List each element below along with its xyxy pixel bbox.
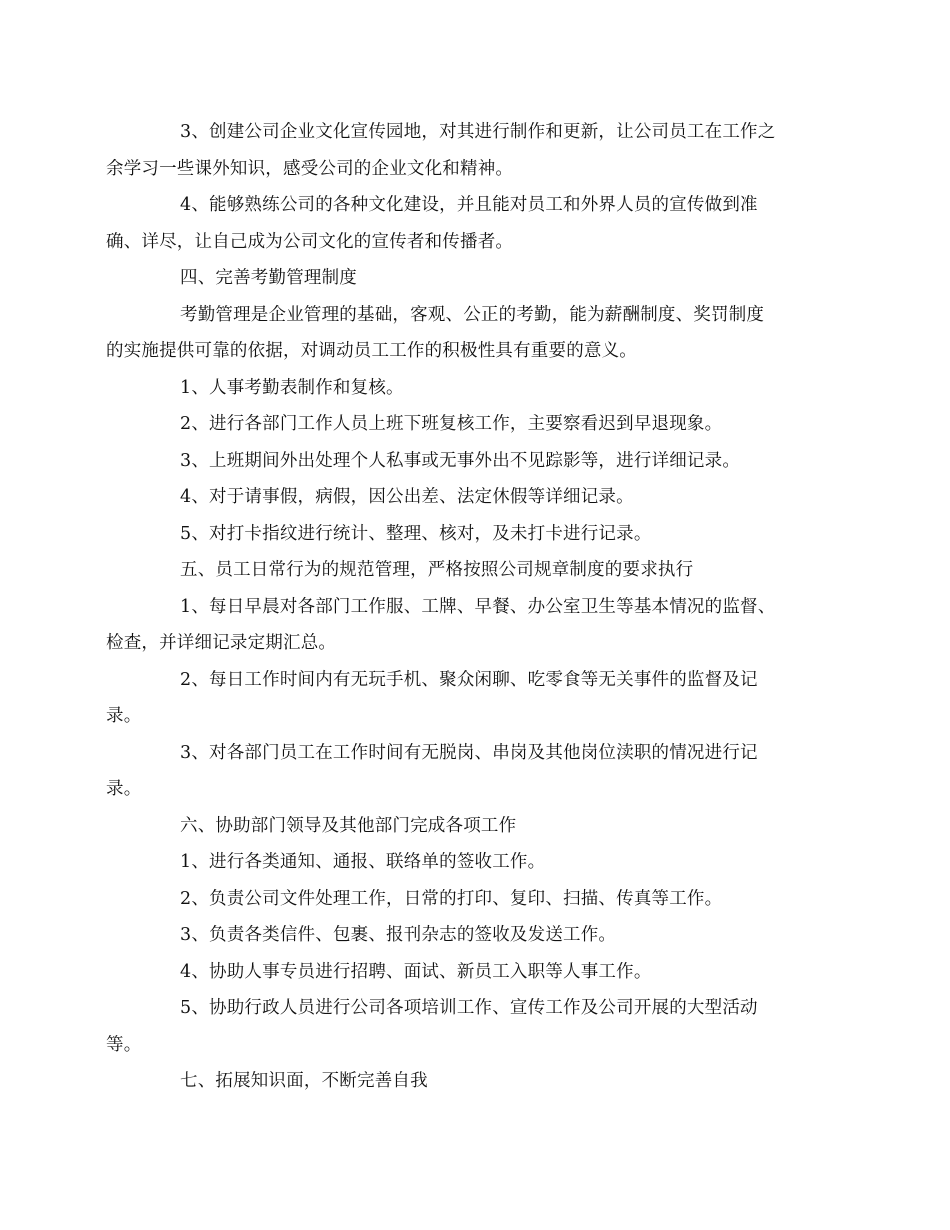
paragraph-line: 六、协助部门领导及其他部门完成各项工作 [180, 815, 517, 836]
paragraph [143, 917, 793, 954]
paragraph-line: 等。 [106, 1034, 142, 1055]
paragraph-line: 七、拓展知识面，不断完善自我 [180, 1071, 428, 1091]
paragraph-line: 3、创建公司企业文化宣传园地，对其进行制作和更新，让公司员工在工作之 [180, 122, 776, 142]
paragraph-line: 五、员工日常行为的规范管理，严格按照公司规章制度的要求执行 [180, 560, 694, 580]
paragraph [143, 808, 793, 845]
paragraph [106, 589, 793, 662]
paragraph-line: 3、上班期间外出处理个人私事或无事外出不见踪影等，进行详细记录。 [180, 450, 741, 471]
paragraph-line: 4、协助人事专员进行招聘、面试、新员工入职等人事工作。 [180, 961, 652, 982]
paragraph [143, 844, 793, 881]
paragraph-line: 考勤管理是企业管理的基础，客观、公正的考勤，能为薪酬制度、奖罚制度 [180, 304, 765, 325]
paragraph [143, 552, 793, 589]
document-body [106, 114, 793, 1100]
paragraph [143, 406, 793, 443]
paragraph-line: 5、对打卡指纹进行统计、整理、核对，及未打卡进行记录。 [180, 523, 652, 544]
paragraph-line: 余学习一些课外知识，感受公司的企业文化和精神。 [106, 158, 514, 179]
paragraph-line: 4、能够熟练公司的各种文化建设，并且能对员工和外界人员的宣传做到准 [180, 195, 758, 215]
paragraph [143, 516, 793, 553]
paragraph [143, 954, 793, 991]
paragraph-line: 3、对各部门员工在工作时间有无脱岗、串岗及其他岗位渎职的情况进行记 [180, 742, 758, 763]
paragraph-line: 录。 [106, 779, 142, 799]
paragraph-line: 1、人事考勤表制作和复核。 [180, 377, 404, 398]
paragraph [143, 370, 793, 407]
paragraph [143, 1063, 793, 1100]
paragraph [106, 297, 793, 370]
paragraph-line: 5、协助行政人员进行公司各项培训工作、宣传工作及公司开展的大型活动 [180, 998, 758, 1018]
paragraph [143, 443, 793, 480]
paragraph-line: 4、对于请事假，病假，因公出差、法定休假等详细记录。 [180, 487, 634, 507]
paragraph-line: 录。 [106, 706, 142, 726]
paragraph-line: 检查，并详细记录定期汇总。 [106, 633, 337, 653]
paragraph-line: 1、每日早晨对各部门工作服、工牌、早餐、办公室卫生等基本情况的监督、 [180, 596, 776, 617]
paragraph [106, 990, 793, 1063]
paragraph [143, 479, 793, 516]
paragraph-line: 确、详尽，让自己成为公司文化的宣传者和传播者。 [106, 231, 514, 252]
paragraph [143, 260, 793, 297]
paragraph [143, 881, 793, 918]
paragraph-line: 2、每日工作时间内有无玩手机、聚众闲聊、吃零食等无关事件的监督及记 [180, 669, 758, 690]
paragraph-line: 四、完善考勤管理制度 [180, 268, 357, 288]
paragraph [106, 114, 793, 187]
paragraph [106, 187, 793, 260]
paragraph-line: 1、进行各类通知、通报、联络单的签收工作。 [180, 852, 546, 872]
paragraph-line: 2、进行各部门工作人员上班下班复核工作，主要察看迟到早退现象。 [180, 414, 723, 434]
paragraph [106, 735, 793, 808]
paragraph-line: 3、负责各类信件、包裹、报刊杂志的签收及发送工作。 [180, 925, 617, 945]
paragraph-line: 的实施提供可靠的依据，对调动员工工作的积极性具有重要的意义。 [106, 341, 637, 361]
paragraph-line: 2、负责公司文件处理工作，日常的打印、复印、扫描、传真等工作。 [180, 888, 723, 909]
paragraph [106, 662, 793, 735]
